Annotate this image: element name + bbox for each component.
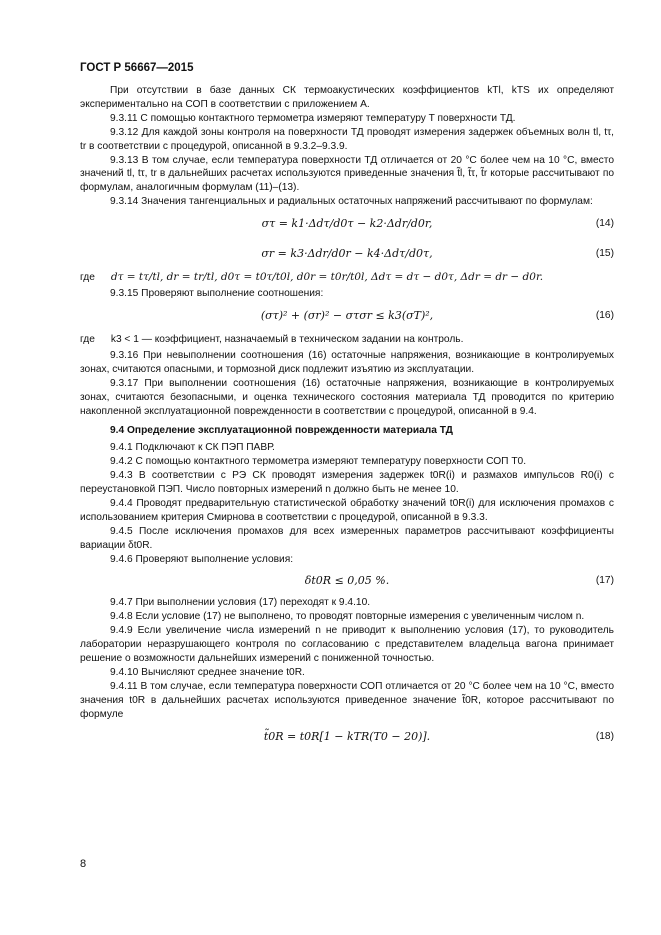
paragraph: 9.3.16 При невыполнении соотношения (16) остаточные напряжения, возникающие в контролируемых зонах, считаются опасными, и тормозной диск подлежит изъятию из эксплуатации. (80, 349, 614, 375)
equation-number: (17) (595, 575, 614, 587)
section-title: 9.4 Определение эксплуатационной поврежденности материала ТД (110, 425, 453, 437)
equation-15 (80, 239, 614, 269)
page-body (80, 84, 614, 752)
page-number: 8 (80, 858, 87, 870)
paragraph: 9.4.1 Подключают к СК ПЭП ПАВР. (110, 442, 275, 454)
paragraph: 9.3.11 С помощью контактного термометра измеряют температуру T поверхности ТД. (110, 112, 516, 124)
equation-number: (18) (595, 730, 614, 742)
paragraph: 9.4.10 Вычисляют среднее значение t0R. (110, 667, 305, 678)
paragraph: 9.4.3 В соответствии с РЭ СК проводят измерения задержек t0R(i) и размахов импульсов R0(i) с переустановкой ПЭП. Число повторных измерений n должно быть не менее 10. (80, 470, 614, 496)
where-text: dτ = tτ/tl, dr = tr/tl, d0τ = t0τ/t0l, d0r = t0r/t0l, Δdτ = dτ − d0τ, Δdr = dr − d0r. (110, 271, 544, 284)
where-label: где (80, 333, 95, 345)
equation-number: (15) (595, 248, 614, 260)
paragraph: 9.3.14 Значения тангенциальных и радиальных остаточных напряжений рассчитывают по формулам: (110, 196, 593, 208)
where-clause (80, 333, 614, 347)
paragraph: 9.4.7 При выполнении условия (17) переходят к 9.4.10. (110, 597, 371, 609)
paragraph: 9.3.15 Проверяют выполнение соотношения: (110, 288, 324, 300)
paragraph: 9.3.17 При выполнении соотношения (16) остаточные напряжения, возникающие в контролируемых зонах, считаются безопасными, и оценка технического состояния материала ТД проводится по критерию накопленной эксплуатационной поврежденности в соответствии с процедурой, описанной в 9.4. (80, 377, 614, 417)
paragraph: 9.4.11 В том случае, если температура поверхности СОП отличается от 20 °С более чем на 10 °С, вместо значения t0R в дальнейших расчетах используются приведенное значение t̃0R, которое рассчитывают по формуле (80, 680, 614, 720)
equation-number: (14) (595, 218, 614, 230)
equation-14 (80, 209, 614, 239)
paragraph: 9.4.9 Если увеличение числа измерений n не приводит к выполнению условия (17), то руководитель лаборатории неразрушающего контроля по согласованию с представителем владельца вагона принимает решение о возможности дальнейших измерений с пониженной точностью. (80, 625, 614, 665)
document-header: ГОСТ Р 56667—2015 (80, 62, 194, 74)
equation-body: (στ)² + (σr)² − στσr ≤ k3(σT)², (260, 308, 434, 322)
where-clause (80, 271, 614, 285)
paragraph: 9.4.4 Проводят предварительную статистической обработку значений t0R(i) для исключения промахов с использованием критерия Смирнова в соответствии с процедурой, описанной в 9.3.3. (80, 497, 614, 523)
equation-18 (80, 722, 614, 752)
paragraph: 9.4.5 После исключения промахов для всех измеренных параметров рассчитывают коэффициенты вариации δt0R. (80, 525, 614, 551)
where-label: где (80, 272, 95, 284)
equation-17 (80, 566, 614, 596)
equation-body: στ = k1·Δdτ/d0τ − k2·Δdr/d0r, (261, 217, 433, 231)
where-text: k3 < 1 — коэффициент, назначаемый в техническом задании на контроль. (110, 333, 464, 345)
paragraph: 9.3.12 Для каждой зоны контроля на поверхности ТД проводят измерения задержек объемных волн tl, tτ, tr в соответствии с процедурой, описанной в 9.3.2–9.3.9. (80, 126, 614, 152)
paragraph: При отсутствии в базе данных СК термоакустических коэффициентов kTl, kTS их определяют экспериментально на СОП в соответствии с приложением А. (80, 85, 614, 110)
equation-number: (16) (595, 309, 614, 321)
paragraph: 9.4.8 Если условие (17) не выполнено, то проводят повторные измерения с увеличенным числом n. (110, 611, 585, 623)
paragraph: 9.4.2 С помощью контактного термометра измеряют температуру поверхности СОП T0. (110, 456, 527, 468)
paragraph: 9.3.13 В том случае, если температура поверхности ТД отличается от 20 °С более чем на 10 °С, вместо значений tl, tτ, tr в дальнейших расчетах используются приведенные значения t̃l, t̃τ, t̃r которые рассчитывают по формулам, аналогичным формулам (11)–(13). (80, 154, 614, 194)
equation-body: δt0R ≤ 0,05 %. (304, 574, 390, 588)
equation-body: σr = k3·Δdr/d0r − k4·Δdτ/d0τ, (261, 247, 433, 261)
equation-body: t̃0R = t0R[1 − kTR(T0 − 20)]. (263, 729, 431, 743)
paragraph: 9.4.6 Проверяют выполнение условия: (110, 553, 294, 565)
equation-16 (80, 301, 614, 331)
